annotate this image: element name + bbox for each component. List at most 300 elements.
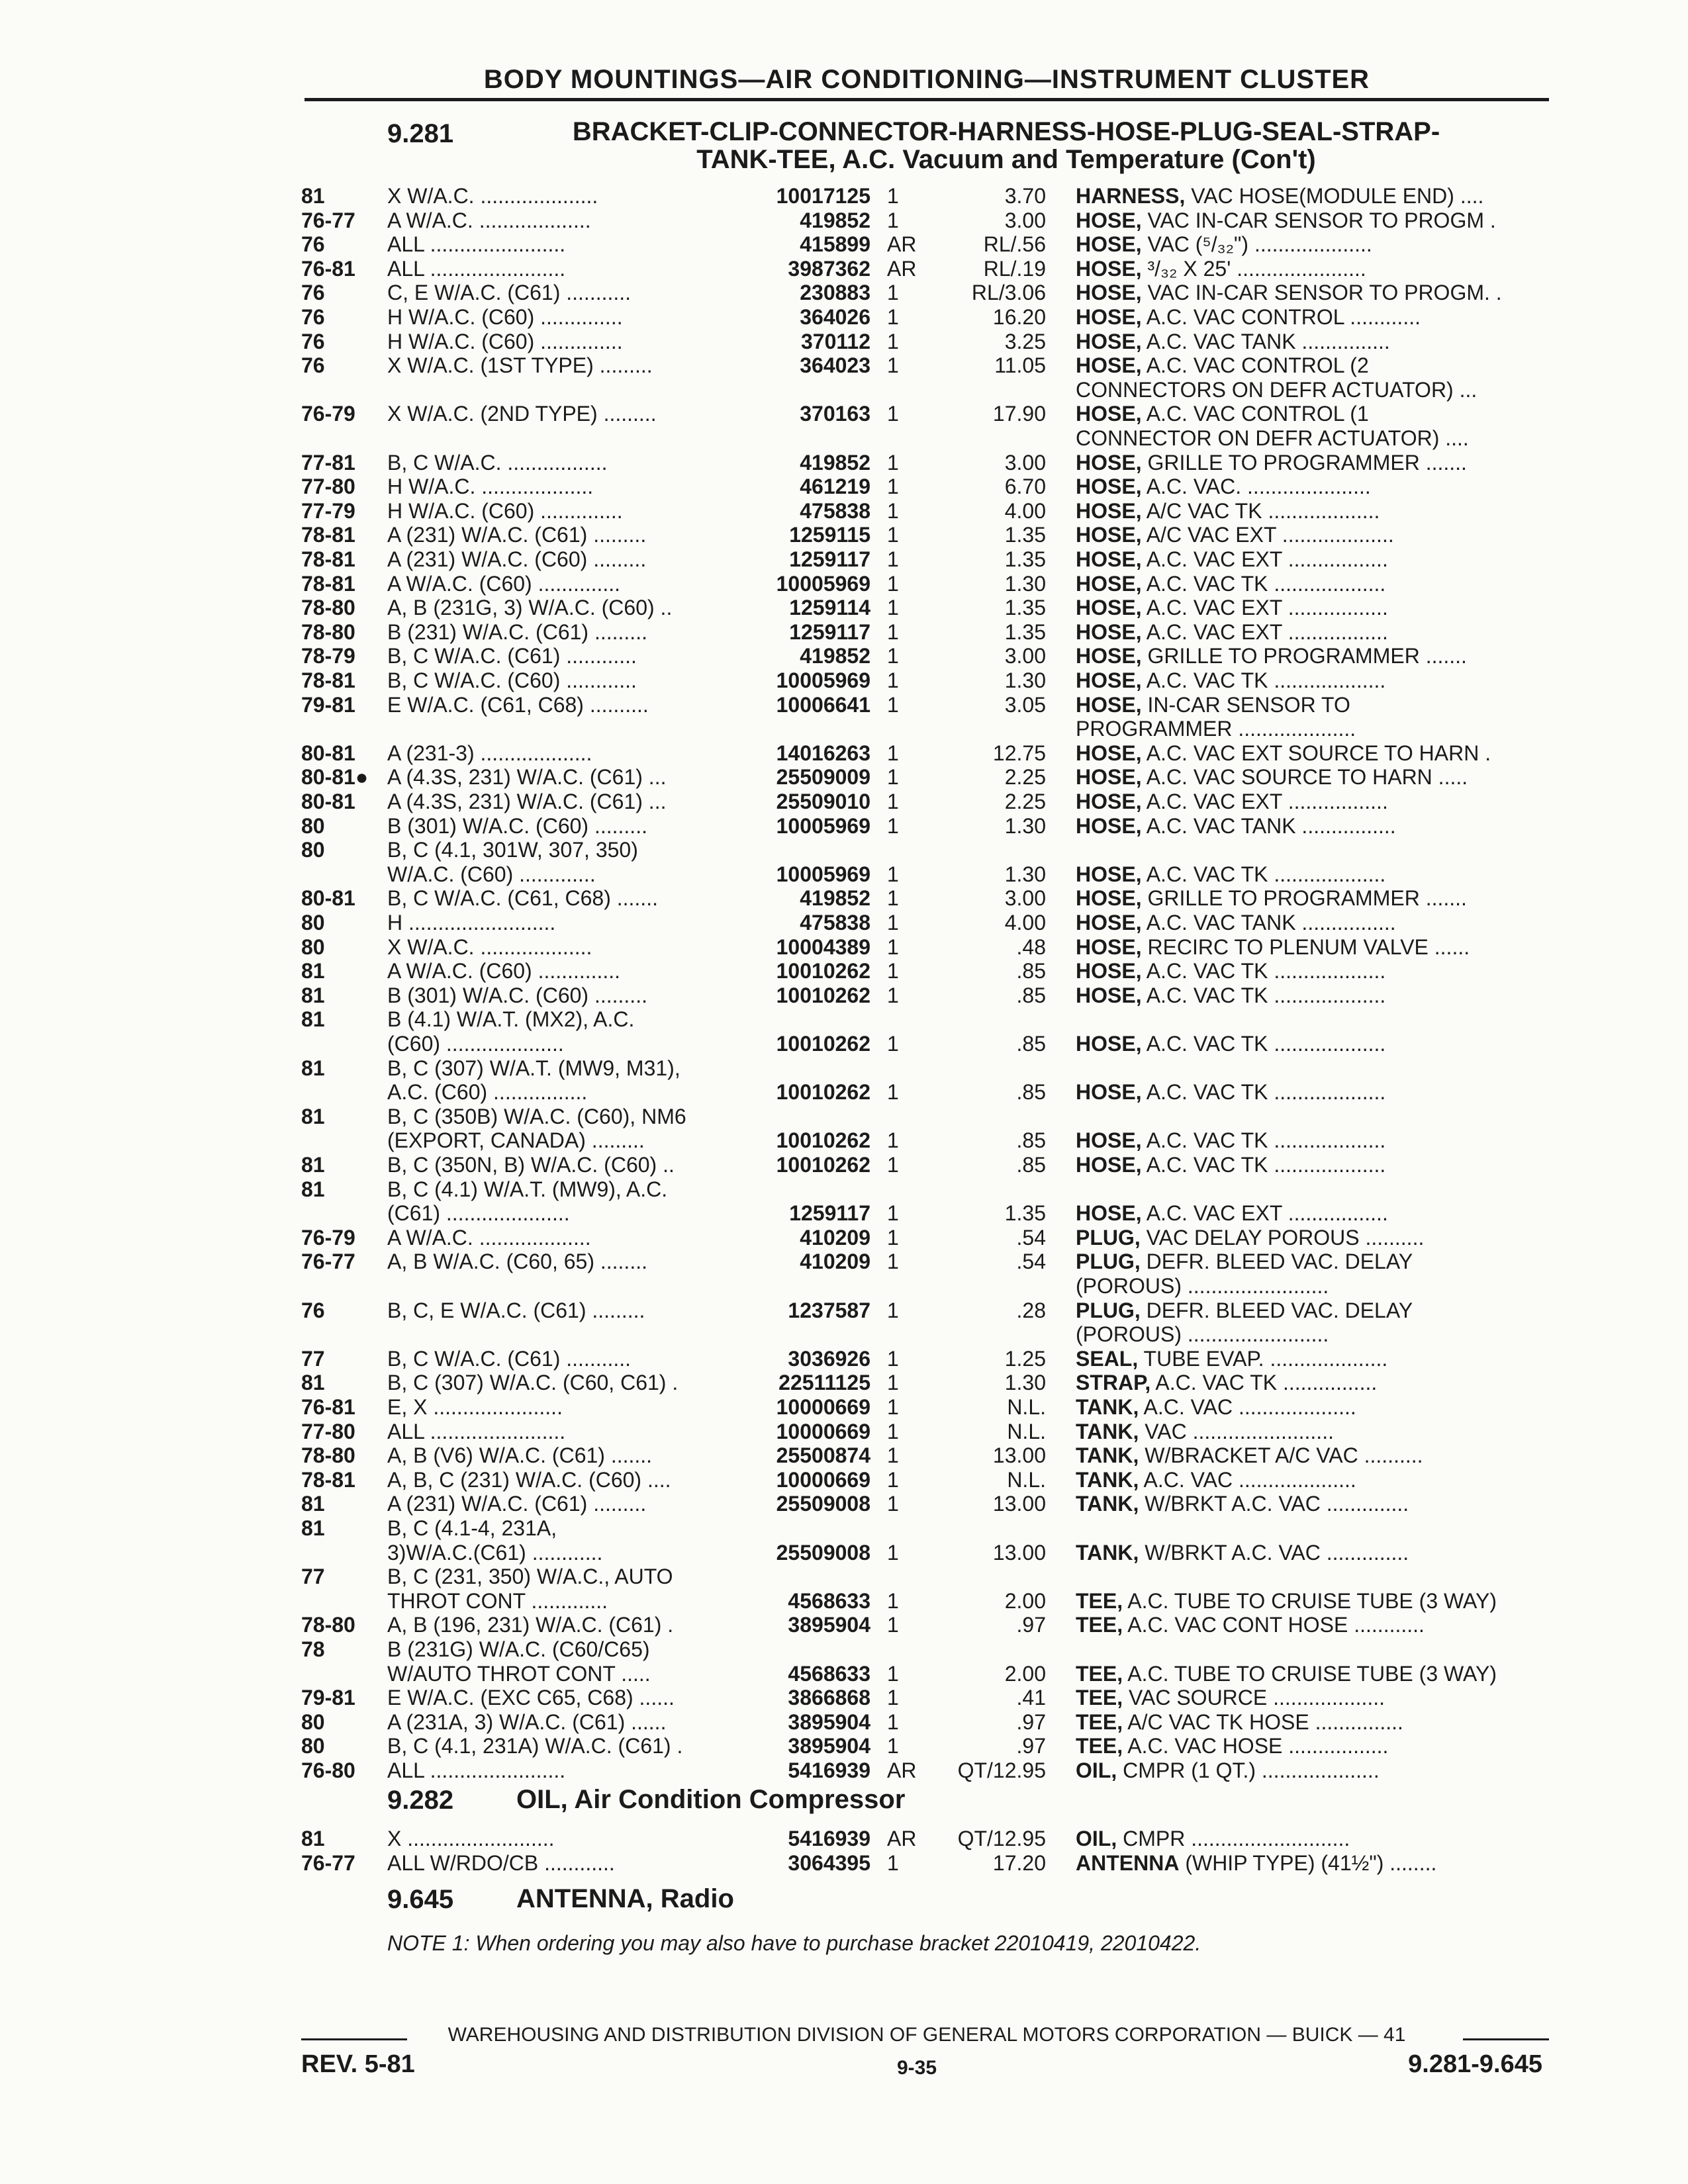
part-number-cell: 3064395 bbox=[788, 1851, 870, 1875]
footer-text: WAREHOUSING AND DISTRIBUTION DIVISION OF GENERAL MOTORS CORPORATION — BUICK — 41 bbox=[447, 2024, 1406, 2046]
description-detail: CONNECTORS ON DEFR ACTUATOR) ... bbox=[1076, 378, 1477, 402]
model-cell: E, X ...................... bbox=[387, 1395, 563, 1419]
year-cell: 76 bbox=[301, 281, 325, 304]
description-cell bbox=[1076, 1395, 1549, 1419]
description-detail: A/C VAC TK ................... bbox=[1141, 499, 1380, 523]
model-cell: B, C W/A.C. (C61, C68) ....... bbox=[387, 886, 658, 910]
description-detail: A.C. VAC EXT ................. bbox=[1141, 596, 1388, 619]
quantity-cell: 1 bbox=[887, 281, 899, 304]
price-cell: 3.70 bbox=[1004, 184, 1046, 208]
year-cell: 78-80 bbox=[301, 1443, 355, 1467]
year-cell: 81 bbox=[301, 1371, 325, 1394]
description-cell bbox=[1076, 208, 1549, 232]
description-cell bbox=[1076, 572, 1549, 596]
description-noun: HOSE, bbox=[1076, 451, 1142, 475]
description-detail: A.C. VAC TK ................ bbox=[1150, 1371, 1378, 1394]
description-cell bbox=[1076, 1032, 1549, 1056]
part-number-cell: 10010262 bbox=[776, 959, 870, 983]
description-cell bbox=[1076, 1080, 1549, 1104]
description-cell bbox=[1076, 523, 1549, 547]
description-cell bbox=[1076, 184, 1549, 208]
part-number-cell: 10000669 bbox=[776, 1420, 870, 1443]
price-cell: 1.30 bbox=[1004, 814, 1046, 838]
description-detail: ³/₃₂ X 25' ...................... bbox=[1141, 257, 1366, 281]
section-range: 9.281-9.645 bbox=[1408, 2050, 1542, 2078]
description-detail: (POROUS) ........................ bbox=[1076, 1274, 1329, 1298]
part-number-cell: 1259117 bbox=[789, 1201, 870, 1225]
description-cell bbox=[1076, 1347, 1549, 1371]
description-cell bbox=[1076, 1128, 1549, 1152]
model-cell: B (301) W/A.C. (C60) ......... bbox=[387, 814, 647, 838]
year-cell: 80 bbox=[301, 814, 325, 838]
year-cell: 81 bbox=[301, 983, 325, 1007]
description-detail: VAC ........................ bbox=[1139, 1420, 1334, 1443]
model-cell: (C60) .................... bbox=[387, 1032, 564, 1056]
price-cell: 1.30 bbox=[1004, 572, 1046, 596]
part-number-cell: 25509009 bbox=[776, 765, 870, 789]
description-detail: A.C. VAC EXT ................. bbox=[1141, 790, 1388, 813]
description-cell bbox=[1076, 475, 1549, 498]
section-title-line: TANK-TEE, A.C. Vacuum and Temperature (Con't) bbox=[696, 145, 1316, 174]
description-cell bbox=[1076, 1827, 1549, 1850]
description-cell bbox=[1076, 911, 1549, 934]
part-number-cell: 3987362 bbox=[788, 257, 870, 281]
model-cell: B, C W/A.C. (C61) ............ bbox=[387, 644, 637, 668]
description-cell bbox=[1076, 644, 1549, 668]
part-number-cell: 3895904 bbox=[788, 1710, 870, 1734]
part-number-cell: 1237587 bbox=[788, 1298, 870, 1322]
description-detail: A.C. VAC. ..................... bbox=[1141, 475, 1371, 498]
description-cell bbox=[1076, 1322, 1549, 1346]
quantity-cell: 1 bbox=[887, 475, 899, 498]
price-cell: 3.05 bbox=[1004, 693, 1046, 717]
model-cell: H W/A.C. (C60) .............. bbox=[387, 499, 623, 523]
description-cell bbox=[1076, 1758, 1549, 1782]
quantity-cell: 1 bbox=[887, 1128, 899, 1152]
model-cell: W/A.C. (C60) ............. bbox=[387, 862, 596, 886]
description-noun: HOSE, bbox=[1076, 281, 1142, 304]
description-detail: W/BRKT A.C. VAC .............. bbox=[1139, 1492, 1409, 1516]
description-detail: VAC HOSE(MODULE END) .... bbox=[1185, 184, 1484, 208]
price-cell: 2.25 bbox=[1004, 790, 1046, 813]
description-cell bbox=[1076, 959, 1549, 983]
description-noun: PLUG, bbox=[1076, 1250, 1141, 1273]
part-number-cell: 4568633 bbox=[788, 1589, 870, 1613]
description-cell bbox=[1076, 547, 1549, 571]
part-number-cell: 25509008 bbox=[776, 1541, 870, 1565]
section-title-line: BRACKET-CLIP-CONNECTOR-HARNESS-HOSE-PLUG-SEAL-STRAP- bbox=[572, 117, 1440, 146]
price-cell: .85 bbox=[1016, 1128, 1046, 1152]
year-cell: 76 bbox=[301, 1298, 325, 1322]
year-cell: 78 bbox=[301, 1637, 325, 1661]
quantity-cell: 1 bbox=[887, 983, 899, 1007]
price-cell: 12.75 bbox=[992, 741, 1046, 765]
price-cell: 16.20 bbox=[992, 305, 1046, 329]
description-detail: (WHIP TYPE) (41½") ........ bbox=[1179, 1851, 1437, 1875]
model-cell: A, B (196, 231) W/A.C. (C61) . bbox=[387, 1613, 674, 1637]
description-noun: HOSE, bbox=[1076, 911, 1142, 934]
description-detail: A/C VAC EXT ................... bbox=[1141, 523, 1394, 547]
quantity-cell: 1 bbox=[887, 499, 899, 523]
description-noun: HOSE, bbox=[1076, 765, 1142, 789]
description-detail: A.C. VAC EXT ................. bbox=[1141, 620, 1388, 644]
model-cell: E W/A.C. (C61, C68) .......... bbox=[387, 693, 649, 717]
model-cell: (C61) ..................... bbox=[387, 1201, 570, 1225]
quantity-cell: 1 bbox=[887, 862, 899, 886]
part-number-cell: 1259117 bbox=[789, 620, 870, 644]
description-cell bbox=[1076, 1686, 1549, 1709]
description-noun: TEE, bbox=[1076, 1589, 1123, 1613]
part-number-cell: 25500874 bbox=[776, 1443, 870, 1467]
description-detail: A.C. TUBE TO CRUISE TUBE (3 WAY) bbox=[1123, 1589, 1497, 1613]
model-cell: B, C (350N, B) W/A.C. (C60) .. bbox=[387, 1153, 675, 1177]
quantity-cell: 1 bbox=[887, 208, 899, 232]
description-detail: VAC DELAY POROUS .......... bbox=[1140, 1226, 1425, 1250]
part-number-cell: 10017125 bbox=[776, 184, 870, 208]
model-cell: B, C (307) W/A.C. (C60, C61) . bbox=[387, 1371, 679, 1394]
price-cell: 17.90 bbox=[992, 402, 1046, 426]
description-noun: HOSE, bbox=[1076, 886, 1142, 910]
model-cell: ALL ....................... bbox=[387, 257, 566, 281]
quantity-cell: 1 bbox=[887, 1298, 899, 1322]
description-cell bbox=[1076, 1851, 1549, 1875]
model-cell: B (4.1) W/A.T. (MX2), A.C. bbox=[387, 1007, 635, 1031]
quantity-cell: 1 bbox=[887, 1226, 899, 1250]
description-cell bbox=[1076, 983, 1549, 1007]
part-number-cell: 419852 bbox=[800, 644, 870, 668]
model-cell: E W/A.C. (EXC C65, C68) ...... bbox=[387, 1686, 675, 1709]
section-number: 9.645 bbox=[387, 1885, 454, 1914]
year-cell: 78-81 bbox=[301, 1468, 355, 1492]
quantity-cell: 1 bbox=[887, 1201, 899, 1225]
year-cell: 76 bbox=[301, 353, 325, 377]
year-cell: 79-81 bbox=[301, 693, 355, 717]
price-cell: 3.25 bbox=[1004, 330, 1046, 353]
description-cell bbox=[1076, 305, 1549, 329]
description-detail: A.C. VAC TK ................... bbox=[1141, 983, 1386, 1007]
model-cell: B, C (307) W/A.T. (MW9, M31), bbox=[387, 1056, 680, 1080]
model-cell: ALL ....................... bbox=[387, 1758, 566, 1782]
description-cell bbox=[1076, 620, 1549, 644]
price-cell: .85 bbox=[1016, 1032, 1046, 1056]
description-noun: HOSE, bbox=[1076, 862, 1142, 886]
quantity-cell: 1 bbox=[887, 1710, 899, 1734]
description-detail: A.C. VAC SOURCE TO HARN ..... bbox=[1141, 765, 1468, 789]
quantity-cell: 1 bbox=[887, 451, 899, 475]
description-noun: HOSE, bbox=[1076, 644, 1142, 668]
quantity-cell: 1 bbox=[887, 596, 899, 619]
description-detail: W/BRACKET A/C VAC .......... bbox=[1139, 1443, 1423, 1467]
quantity-cell: 1 bbox=[887, 1032, 899, 1056]
year-cell: 80-81 bbox=[301, 790, 355, 813]
model-cell: A, B W/A.C. (C60, 65) ........ bbox=[387, 1250, 647, 1273]
year-cell: 78-80 bbox=[301, 620, 355, 644]
description-detail: A.C. VAC CONT HOSE ............ bbox=[1123, 1613, 1425, 1637]
description-detail: (POROUS) ........................ bbox=[1076, 1322, 1329, 1346]
year-cell: 76 bbox=[301, 330, 325, 353]
model-cell: A (231) W/A.C. (C60) ......... bbox=[387, 547, 647, 571]
description-detail: A.C. VAC TK ................... bbox=[1141, 1032, 1386, 1056]
description-detail: A.C. VAC EXT SOURCE TO HARN . bbox=[1141, 741, 1491, 765]
quantity-cell: 1 bbox=[887, 886, 899, 910]
price-cell: 11.05 bbox=[994, 353, 1046, 377]
description-noun: HOSE, bbox=[1076, 1201, 1142, 1225]
year-cell: 81 bbox=[301, 959, 325, 983]
model-cell: ALL W/RDO/CB ............ bbox=[387, 1851, 615, 1875]
description-detail: IN-CAR SENSOR TO bbox=[1141, 693, 1350, 717]
description-noun: TEE, bbox=[1076, 1686, 1123, 1709]
price-cell: 1.35 bbox=[1004, 523, 1046, 547]
description-cell bbox=[1076, 499, 1549, 523]
model-cell: A, B (231G, 3) W/A.C. (C60) .. bbox=[387, 596, 673, 619]
model-cell: A W/A.C. (C60) .............. bbox=[387, 959, 621, 983]
year-cell: 81 bbox=[301, 1153, 325, 1177]
price-cell: .54 bbox=[1016, 1250, 1046, 1273]
price-cell: 1.35 bbox=[1004, 1201, 1046, 1225]
description-detail: GRILLE TO PROGRAMMER ....... bbox=[1141, 451, 1467, 475]
description-cell bbox=[1076, 426, 1549, 450]
description-detail: A.C. VAC TANK ................ bbox=[1141, 911, 1396, 934]
description-noun: HOSE, bbox=[1076, 499, 1142, 523]
description-cell bbox=[1076, 353, 1549, 377]
year-cell: 81 bbox=[301, 1056, 325, 1080]
year-cell: 77 bbox=[301, 1347, 325, 1371]
part-number-cell: 5416939 bbox=[788, 1827, 870, 1850]
price-cell: .97 bbox=[1016, 1734, 1046, 1758]
description-noun: OIL, bbox=[1076, 1827, 1117, 1850]
description-cell bbox=[1076, 1153, 1549, 1177]
description-detail: DEFR. BLEED VAC. DELAY bbox=[1140, 1250, 1413, 1273]
price-cell: 3.00 bbox=[1004, 644, 1046, 668]
price-cell: .85 bbox=[1016, 959, 1046, 983]
description-noun: HOSE, bbox=[1076, 402, 1142, 426]
description-noun: HOSE, bbox=[1076, 620, 1142, 644]
price-cell: 13.00 bbox=[992, 1492, 1046, 1516]
description-cell bbox=[1076, 935, 1549, 959]
year-cell: 80-81 bbox=[301, 741, 355, 765]
part-number-cell: 419852 bbox=[800, 886, 870, 910]
section-title-line: OIL, Air Condition Compressor bbox=[516, 1785, 906, 1814]
year-cell: 80 bbox=[301, 935, 325, 959]
description-detail: A.C. VAC TANK ................ bbox=[1141, 814, 1396, 838]
description-noun: HOSE, bbox=[1076, 596, 1142, 619]
quantity-cell: 1 bbox=[887, 1686, 899, 1709]
model-cell: ALL ....................... bbox=[387, 1420, 566, 1443]
year-cell: 76 bbox=[301, 232, 325, 256]
description-cell bbox=[1076, 1710, 1549, 1734]
price-cell: .85 bbox=[1016, 1080, 1046, 1104]
quantity-cell: 1 bbox=[887, 1395, 899, 1419]
price-cell: 3.00 bbox=[1004, 208, 1046, 232]
description-noun: HOSE, bbox=[1076, 814, 1142, 838]
description-cell bbox=[1076, 741, 1549, 765]
description-noun: HOSE, bbox=[1076, 668, 1142, 692]
part-number-cell: 419852 bbox=[800, 208, 870, 232]
model-cell: B (301) W/A.C. (C60) ......... bbox=[387, 983, 647, 1007]
description-cell bbox=[1076, 862, 1549, 886]
price-cell: 4.00 bbox=[1004, 499, 1046, 523]
description-detail: A.C. VAC TK ................... bbox=[1141, 572, 1386, 596]
description-cell bbox=[1076, 1371, 1549, 1394]
quantity-cell: 1 bbox=[887, 935, 899, 959]
price-cell: .48 bbox=[1016, 935, 1046, 959]
quantity-cell: 1 bbox=[887, 741, 899, 765]
description-noun: HOSE, bbox=[1076, 1080, 1142, 1104]
quantity-cell: 1 bbox=[887, 1492, 899, 1516]
description-cell bbox=[1076, 232, 1549, 256]
part-number-cell: 10005969 bbox=[776, 572, 870, 596]
part-number-cell: 370112 bbox=[800, 330, 870, 353]
model-cell: X W/A.C. (2ND TYPE) ......... bbox=[387, 402, 657, 426]
price-cell: 4.00 bbox=[1004, 911, 1046, 934]
price-cell: 2.00 bbox=[1004, 1662, 1046, 1686]
description-noun: HOSE, bbox=[1076, 208, 1142, 232]
part-number-cell: 410209 bbox=[800, 1226, 870, 1250]
price-cell: N.L. bbox=[1007, 1420, 1046, 1443]
description-cell bbox=[1076, 1468, 1549, 1492]
description-detail: A.C. TUBE TO CRUISE TUBE (3 WAY) bbox=[1123, 1662, 1497, 1686]
year-cell: 78-80 bbox=[301, 1613, 355, 1637]
model-cell: A, B (V6) W/A.C. (C61) ....... bbox=[387, 1443, 653, 1467]
description-detail: A.C. VAC TK ................... bbox=[1141, 1080, 1386, 1104]
model-cell: A W/A.C. ................... bbox=[387, 1226, 591, 1250]
quantity-cell: 1 bbox=[887, 1443, 899, 1467]
price-cell: N.L. bbox=[1007, 1468, 1046, 1492]
price-cell: RL/.56 bbox=[983, 232, 1046, 256]
section-title-line: ANTENNA, Radio bbox=[516, 1884, 734, 1913]
quantity-cell: 1 bbox=[887, 644, 899, 668]
part-number-cell: 461219 bbox=[800, 475, 870, 498]
part-number-cell: 10010262 bbox=[776, 1080, 870, 1104]
description-noun: HOSE, bbox=[1076, 475, 1142, 498]
section-number: 9.282 bbox=[387, 1786, 454, 1815]
description-noun: HOSE, bbox=[1076, 741, 1142, 765]
model-cell: A W/A.C. ................... bbox=[387, 208, 591, 232]
price-cell: 13.00 bbox=[992, 1443, 1046, 1467]
description-cell bbox=[1076, 402, 1549, 426]
year-cell: 78-80 bbox=[301, 596, 355, 619]
quantity-cell: 1 bbox=[887, 1347, 899, 1371]
revision-label: REV. 5-81 bbox=[301, 2050, 415, 2078]
description-detail: A.C. VAC TK ................... bbox=[1141, 668, 1386, 692]
model-cell: H W/A.C. (C60) .............. bbox=[387, 330, 623, 353]
year-cell: 81 bbox=[301, 1007, 325, 1031]
description-detail: A/C VAC TK HOSE ............... bbox=[1123, 1710, 1403, 1734]
description-detail: VAC (⁵/₃₂") .................... bbox=[1141, 232, 1372, 256]
model-cell: H ......................... bbox=[387, 911, 556, 934]
description-cell bbox=[1076, 378, 1549, 402]
part-number-cell: 10000669 bbox=[776, 1468, 870, 1492]
model-cell: A (4.3S, 231) W/A.C. (C61) ... bbox=[387, 790, 667, 813]
year-cell: 80-81 bbox=[301, 886, 355, 910]
description-detail: VAC SOURCE ................... bbox=[1123, 1686, 1385, 1709]
description-noun: HOSE, bbox=[1076, 353, 1142, 377]
year-cell: 76-81 bbox=[301, 1395, 355, 1419]
year-cell: 76-77 bbox=[301, 1851, 355, 1875]
quantity-cell: 1 bbox=[887, 1613, 899, 1637]
model-cell: B, C (4.1, 301W, 307, 350) bbox=[387, 838, 638, 862]
page-header: BODY MOUNTINGS—AIR CONDITIONING—INSTRUMENT CLUSTER bbox=[483, 65, 1370, 94]
description-cell bbox=[1076, 814, 1549, 838]
quantity-cell: AR bbox=[887, 232, 917, 256]
description-noun: TANK, bbox=[1076, 1468, 1139, 1492]
description-cell bbox=[1076, 1492, 1549, 1516]
model-cell: A (231) W/A.C. (C61) ......... bbox=[387, 523, 647, 547]
quantity-cell: AR bbox=[887, 257, 917, 281]
price-cell: .41 bbox=[1016, 1686, 1046, 1709]
model-cell: A (231-3) ................... bbox=[387, 741, 592, 765]
description-detail: A.C. VAC EXT ................. bbox=[1141, 1201, 1388, 1225]
price-cell: .85 bbox=[1016, 983, 1046, 1007]
quantity-cell: 1 bbox=[887, 1153, 899, 1177]
description-noun: TEE, bbox=[1076, 1613, 1123, 1637]
model-cell: A (4.3S, 231) W/A.C. (C61) ... bbox=[387, 765, 667, 789]
part-number-cell: 410209 bbox=[800, 1250, 870, 1273]
model-cell: B (231) W/A.C. (C61) ......... bbox=[387, 620, 647, 644]
model-cell: B, C W/A.C. (C61) ........... bbox=[387, 1347, 632, 1371]
price-cell: N.L. bbox=[1007, 1395, 1046, 1419]
quantity-cell: 1 bbox=[887, 1468, 899, 1492]
price-cell: 13.00 bbox=[992, 1541, 1046, 1565]
year-cell: 76-81 bbox=[301, 257, 355, 281]
part-number-cell: 10000669 bbox=[776, 1395, 870, 1419]
description-noun: HOSE, bbox=[1076, 790, 1142, 813]
description-noun: HOSE, bbox=[1076, 572, 1142, 596]
part-number-cell: 1259117 bbox=[789, 547, 870, 571]
description-noun: TEE, bbox=[1076, 1662, 1123, 1686]
description-detail: A.C. VAC EXT ................. bbox=[1141, 547, 1388, 571]
price-cell: 1.30 bbox=[1004, 1371, 1046, 1394]
description-cell bbox=[1076, 1201, 1549, 1225]
quantity-cell: 1 bbox=[887, 693, 899, 717]
quantity-cell: 1 bbox=[887, 911, 899, 934]
price-cell: 2.00 bbox=[1004, 1589, 1046, 1613]
description-cell bbox=[1076, 693, 1549, 717]
model-cell: X W/A.C. (1ST TYPE) ......... bbox=[387, 353, 653, 377]
part-number-cell: 10004389 bbox=[776, 935, 870, 959]
quantity-cell: 1 bbox=[887, 765, 899, 789]
part-number-cell: 14016263 bbox=[776, 741, 870, 765]
part-number-cell: 3895904 bbox=[788, 1613, 870, 1637]
year-cell: 77 bbox=[301, 1565, 325, 1588]
description-noun: STRAP, bbox=[1076, 1371, 1151, 1394]
model-cell: B, C (4.1) W/A.T. (MW9), A.C. bbox=[387, 1177, 668, 1201]
description-noun: PLUG, bbox=[1076, 1298, 1141, 1322]
description-detail: A.C. VAC CONTROL (2 bbox=[1141, 353, 1369, 377]
part-number-cell: 364023 bbox=[800, 353, 870, 377]
year-cell: 80-81● bbox=[301, 765, 369, 789]
section-number: 9.281 bbox=[387, 119, 454, 148]
quantity-cell: 1 bbox=[887, 1851, 899, 1875]
model-cell: B, C W/A.C. (C60) ............ bbox=[387, 668, 637, 692]
description-noun: ANTENNA bbox=[1076, 1851, 1180, 1875]
description-noun: HOSE, bbox=[1076, 935, 1142, 959]
description-noun: TEE, bbox=[1076, 1734, 1123, 1758]
description-cell bbox=[1076, 1734, 1549, 1758]
description-noun: HOSE, bbox=[1076, 257, 1142, 281]
description-noun: HOSE, bbox=[1076, 232, 1142, 256]
year-cell: 77-79 bbox=[301, 499, 355, 523]
year-cell: 81 bbox=[301, 1105, 325, 1128]
description-cell bbox=[1076, 668, 1549, 692]
part-number-cell: 25509010 bbox=[776, 790, 870, 813]
model-cell: A (231) W/A.C. (C61) ......... bbox=[387, 1492, 647, 1516]
description-noun: HOSE, bbox=[1076, 1032, 1142, 1056]
description-noun: HOSE, bbox=[1076, 305, 1142, 329]
year-cell: 80 bbox=[301, 1734, 325, 1758]
price-cell: .54 bbox=[1016, 1226, 1046, 1250]
model-cell: H W/A.C. (C60) .............. bbox=[387, 305, 623, 329]
